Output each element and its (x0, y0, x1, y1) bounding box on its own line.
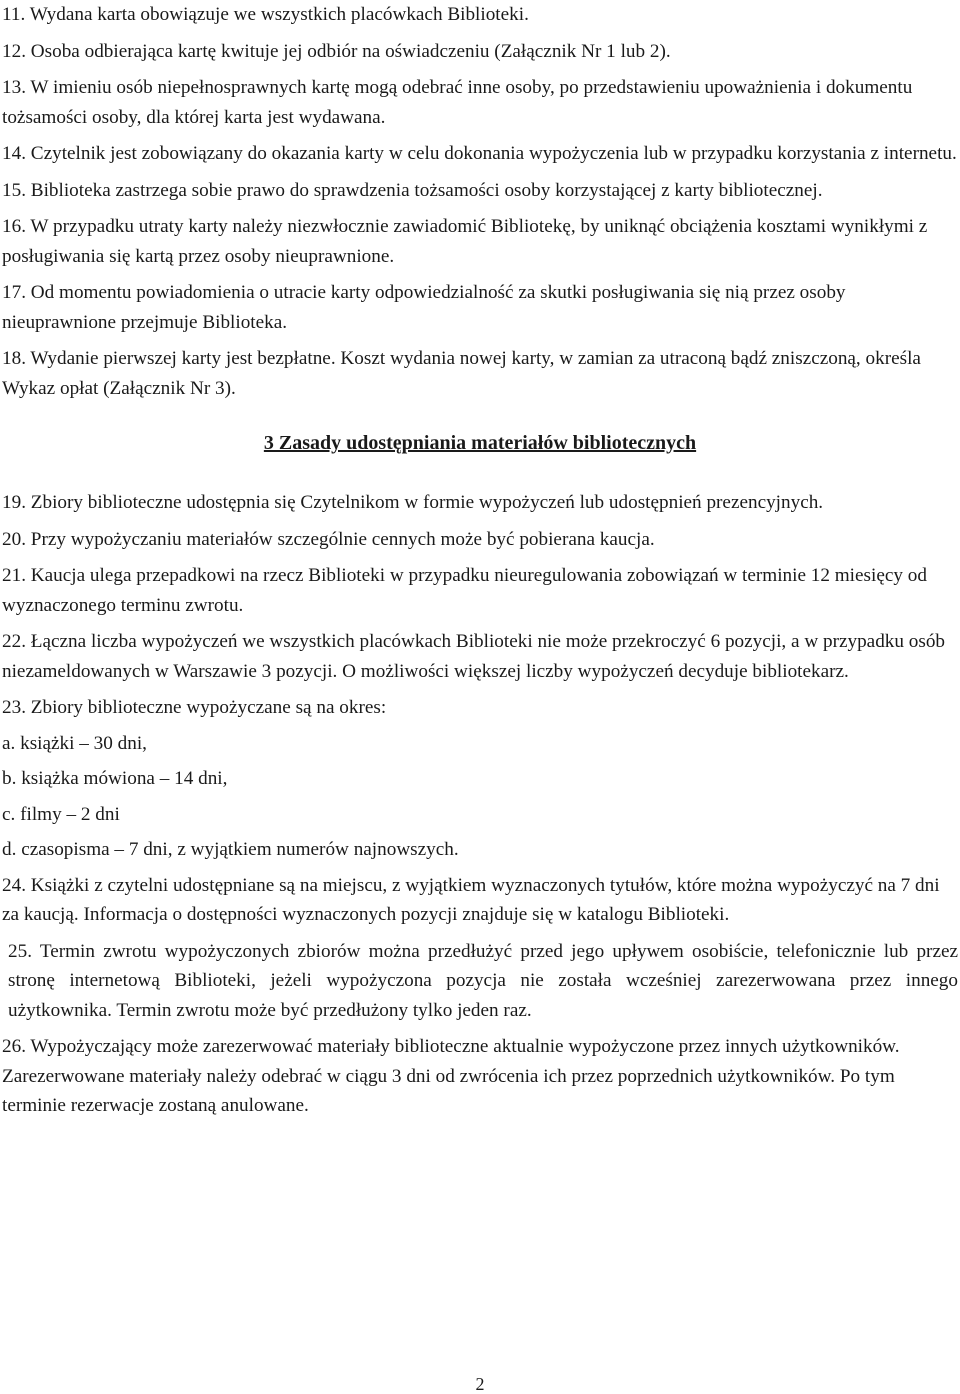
page-number: 2 (475, 1374, 485, 1394)
paragraph-25: 25. Termin zwrotu wypożyczonych zbiorów można przedłużyć przed jego upływem osobiście, telefonicznie lub przez stronę internetową Biblioteki, jeżeli wypożyczona pozycja nie została wcześniej zarezerwowana przez innego użytkownika. Termin zwrotu może być przedłużony tylko jeden raz. (8, 940, 958, 1021)
paragraph-13: 13. W imieniu osób niepełnosprawnych kartę mogą odebrać inne osoby, po przedstawieniu upoważnienia i dokumentu tożsamości osoby, dla której karta jest wydawana. (2, 77, 913, 128)
paragraph-15: 15. Biblioteka zastrzega sobie prawo do sprawdzenia tożsamości osoby korzystającej z karty bibliotecznej. (2, 179, 823, 201)
paragraph-14: 14. Czytelnik jest zobowiązany do okazania karty w celu dokonania wypożyczenia lub w przypadku korzystania z internetu. (2, 143, 957, 164)
list-item-d: d. czasopisma – 7 dni, z wyjątkiem numerów najnowszych. (2, 839, 459, 860)
paragraph-18: 18. Wydanie pierwszej karty jest bezpłatne. Koszt wydania nowej karty, w zamian za utraconą bądź zniszczoną, określa Wykaz opłat (Załącznik Nr 3). (2, 348, 921, 399)
paragraph-20: 20. Przy wypożyczaniu materiałów szczególnie cennych może być pobierana kaucja. (2, 528, 655, 550)
paragraph-21: 21. Kaucja ulega przepadkowi na rzecz Biblioteki w przypadku nieuregulowania zobowiązań w terminie 12 miesięcy od wyznaczonego terminu zwrotu. (2, 565, 927, 616)
section-title: 3 Zasady udostępniania materiałów bibliotecznych (263, 432, 697, 454)
paragraph-11: 11. Wydana karta obowiązuje we wszystkich placówkach Biblioteki. (2, 4, 529, 25)
document-content (2, 0, 958, 1128)
list-item-a: a. książki – 30 dni, (2, 732, 147, 754)
paragraph-26: 26. Wypożyczający może zarezerwować materiały biblioteczne aktualnie wypożyczone przez innych użytkowników. Zarezerwowane materiały należy odebrać w ciągu 3 dni od zwrócenia ich przez poprzednich użytkowników. Po tym terminie rezerwacje zostaną anulowane. (2, 1036, 900, 1116)
paragraph-12: 12. Osoba odbierająca kartę kwituje jej odbiór na oświadczeniu (Załącznik Nr 1 lub 2). (2, 40, 671, 62)
paragraph-17: 17. Od momentu powiadomienia o utracie karty odpowiedzialność za skutki posługiwania się nią przez osoby nieuprawnione przejmuje Biblioteka. (2, 282, 846, 333)
paragraph-24: 24. Książki z czytelni udostępniane są na miejscu, z wyjątkiem wyznaczonych tytułów, które można wypożyczyć na 7 dni za kaucją. Informacja o dostępności wyznaczonych pozycji znajduje się w katalogu Biblioteki. (2, 874, 940, 925)
paragraph-19: 19. Zbiory biblioteczne udostępnia się Czytelnikom w formie wypożyczeń lub udostępnień prezencyjnych. (2, 492, 824, 513)
paragraph-23: 23. Zbiory biblioteczne wypożyczane są na okres: (2, 697, 387, 718)
paragraph-16: 16. W przypadku utraty karty należy niezwłocznie zawiadomić Bibliotekę, by uniknąć obciążenia kosztami wynikłymi z posługiwania się kartą przez osoby nieuprawnione. (2, 216, 928, 267)
list-item-c: c. filmy – 2 dni (2, 803, 120, 825)
list-item-b: b. książka mówiona – 14 dni, (2, 768, 228, 789)
paragraph-22: 22. Łączna liczba wypożyczeń we wszystkich placówkach Biblioteki nie może przekroczyć 6 pozycji, a w przypadku osób niezameldowanych w Warszawie 3 pozycji. O możliwości większej liczby wypożyczeń decyduje bibliotekarz. (2, 631, 946, 682)
